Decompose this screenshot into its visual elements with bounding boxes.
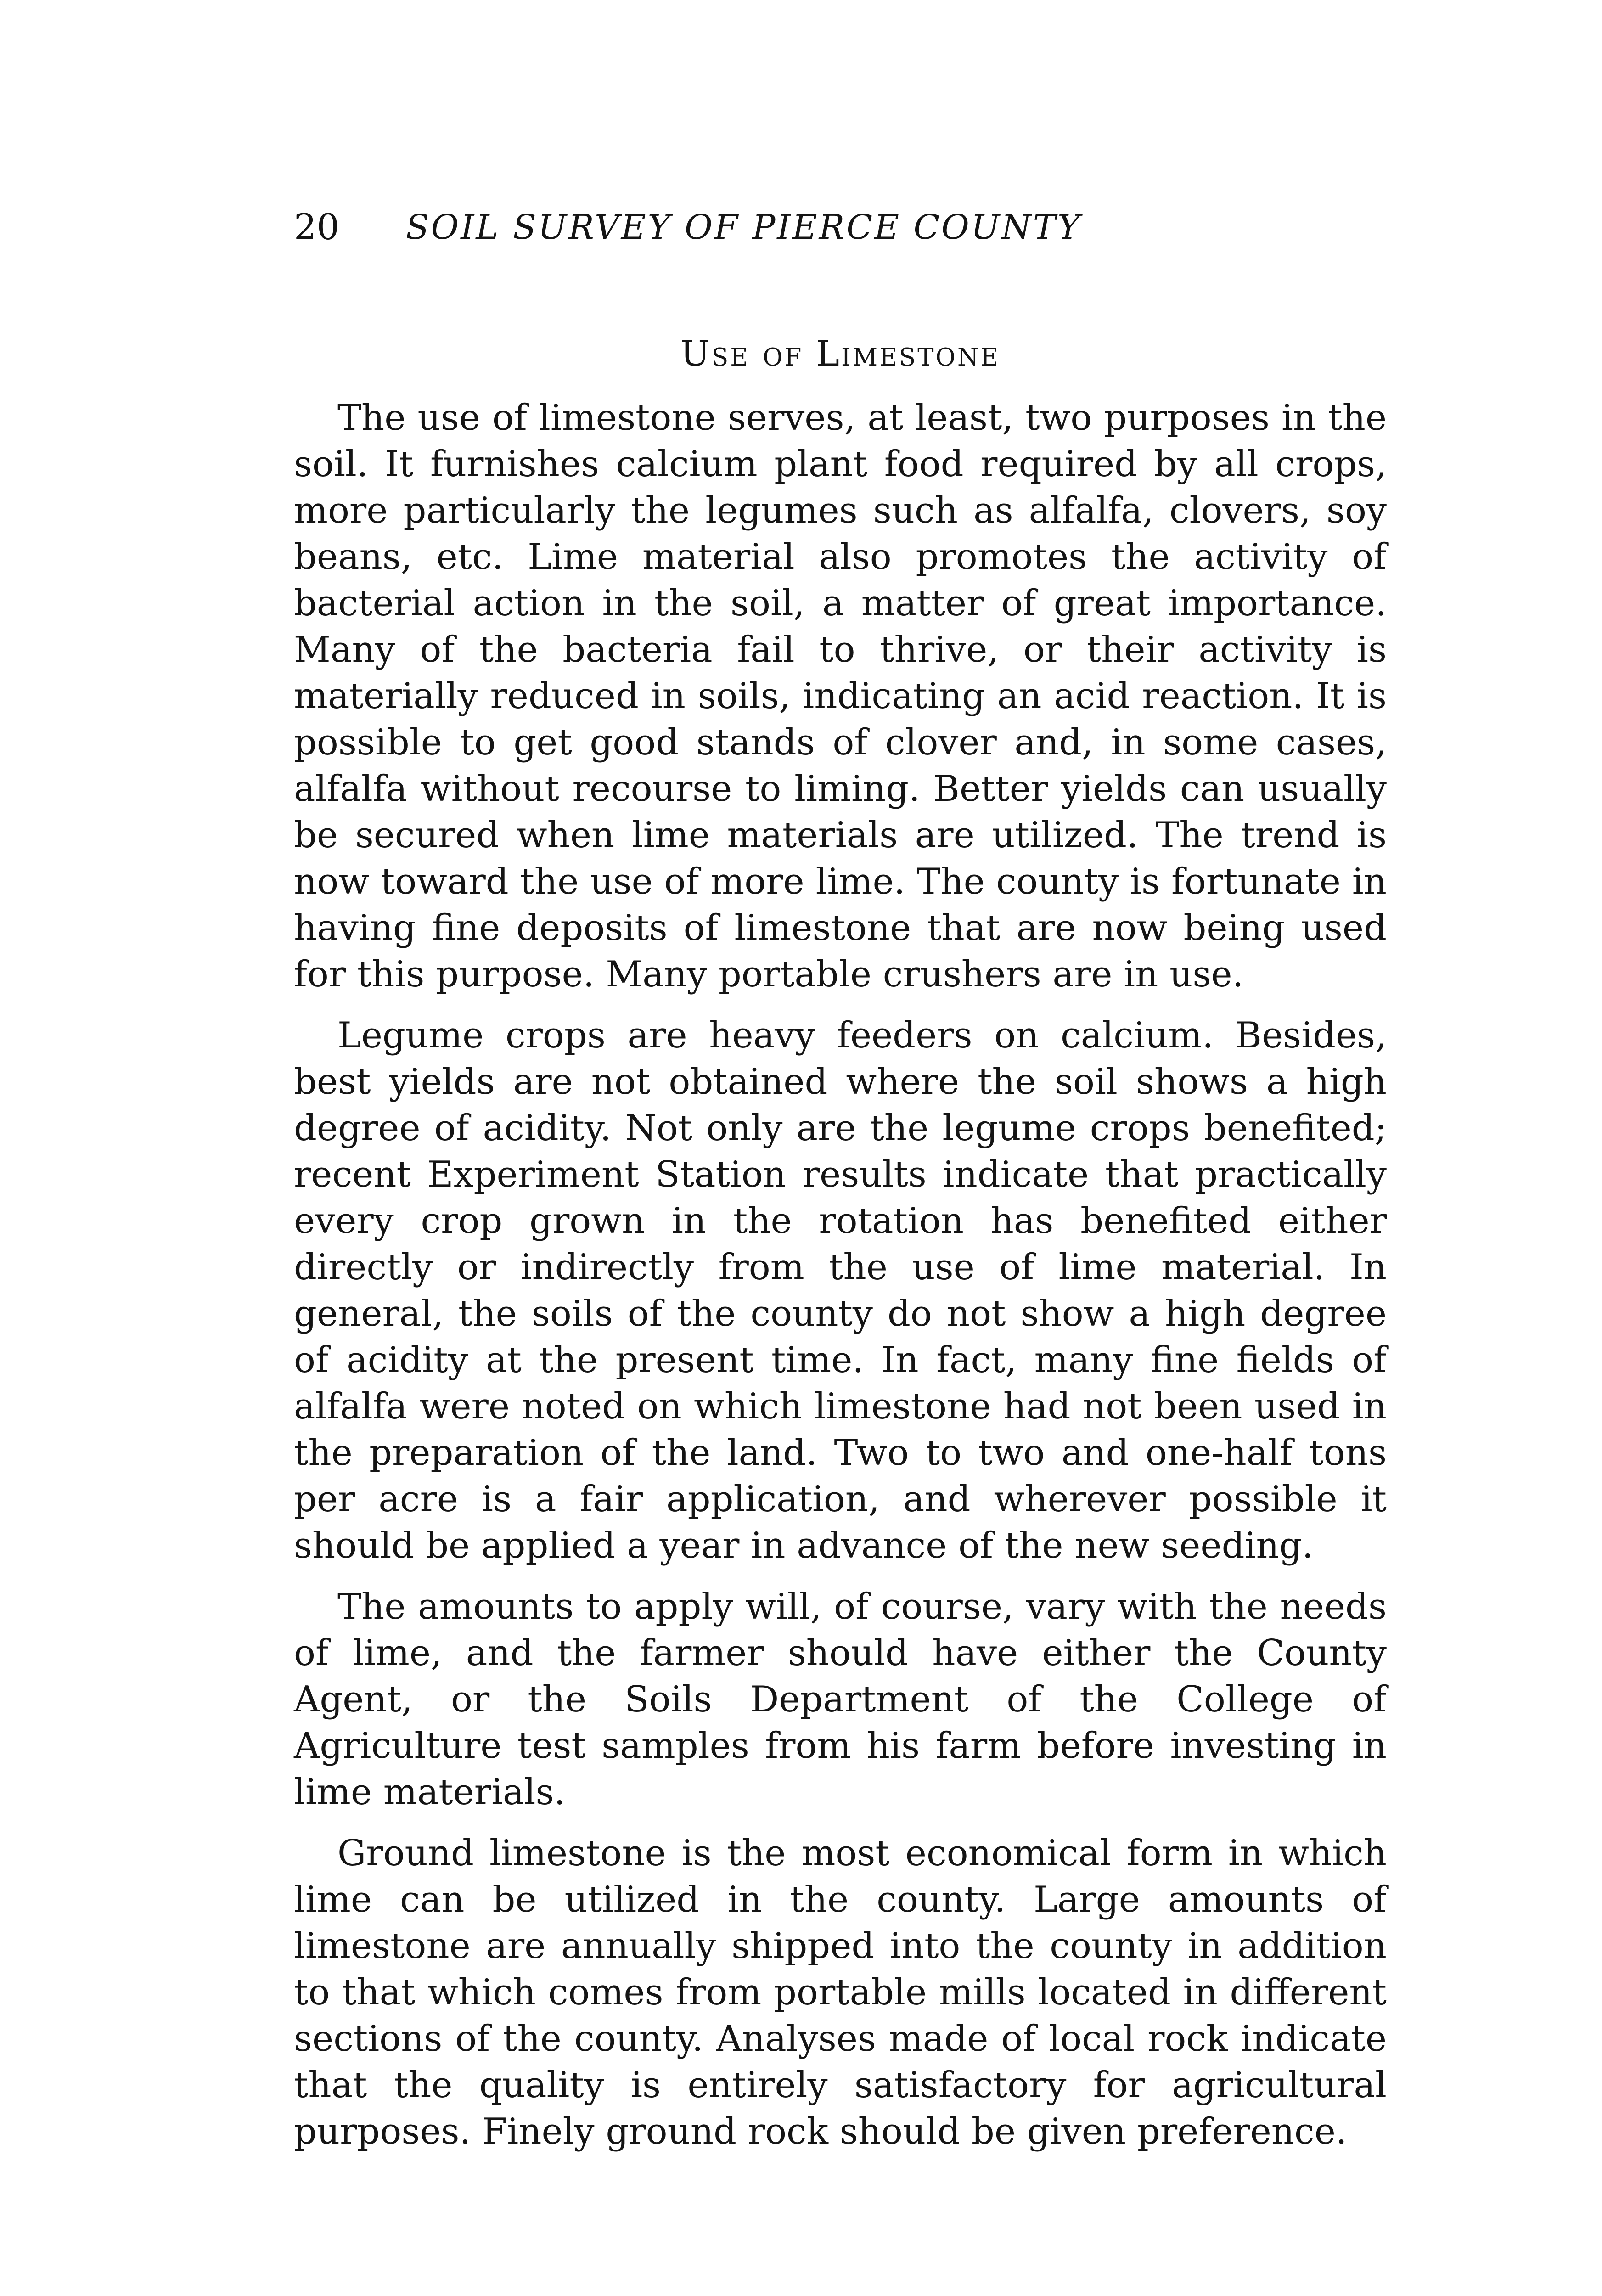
- paragraph-limestone-purposes: The use of limestone serves, at least, two purposes in the soil. It furnishes calcium plant food required by all crops, more particularly the legumes such as alfalfa, clovers, soy beans, etc. Lime material also promotes the activity of bacterial action in the soil, a matter of great importance. Many of the bacteria fail to thrive, or their activity is materially reduced in soils, indicating an acid reaction. It is possible to get good stands of clover and, in some cases, alfalfa without recourse to liming. Better yields can usually be secured when lime materials are utilized. The trend is now toward the use of more lime. The county is fortunate in having fine deposits of limestone that are now being used for this purpose. Many portable crushers are in use.: [294, 397, 1387, 995]
- section-heading: Use of Limestone: [680, 333, 1001, 374]
- paragraph-ground-limestone: Ground limestone is the most economical form in which lime can be utilized in the county. Large amounts of limestone are annually shipped into the county in addition to that which comes from portable mills located in different sections of the county. Analyses made of local rock indicate that the quality is entirely satisfactory for agricultural purposes. Finely ground rock should be given preference.: [294, 1833, 1387, 2152]
- running-title: SOIL SURVEY OF PIERCE COUNTY: [405, 208, 1082, 247]
- body-text: [294, 395, 1387, 2170]
- paragraph-application-amounts: The amounts to apply will, of course, vary with the needs of lime, and the farmer should have either the County Agent, or the Soils Department of the College of Agriculture test samples from his farm before investing in lime materials.: [294, 1586, 1387, 1813]
- paragraph-legume-crops: Legume crops are heavy feeders on calcium. Besides, best yields are not obtained where the soil shows a high degree of acidity. Not only are the legume crops benefited; recent Experiment Station results indicate that practically every crop grown in the rotation has benefited either directly or indirectly from the use of lime material. In general, the soils of the county do not show a high degree of acidity at the present time. In fact, many fine fields of alfalfa were noted on which limestone had not been used in the preparation of the land. Two to two and one-half tons per acre is a fair application, and wherever possible it should be applied a year in advance of the new seeding.: [294, 1015, 1387, 1566]
- running-head: [294, 202, 1194, 253]
- page-number: 20: [294, 207, 340, 248]
